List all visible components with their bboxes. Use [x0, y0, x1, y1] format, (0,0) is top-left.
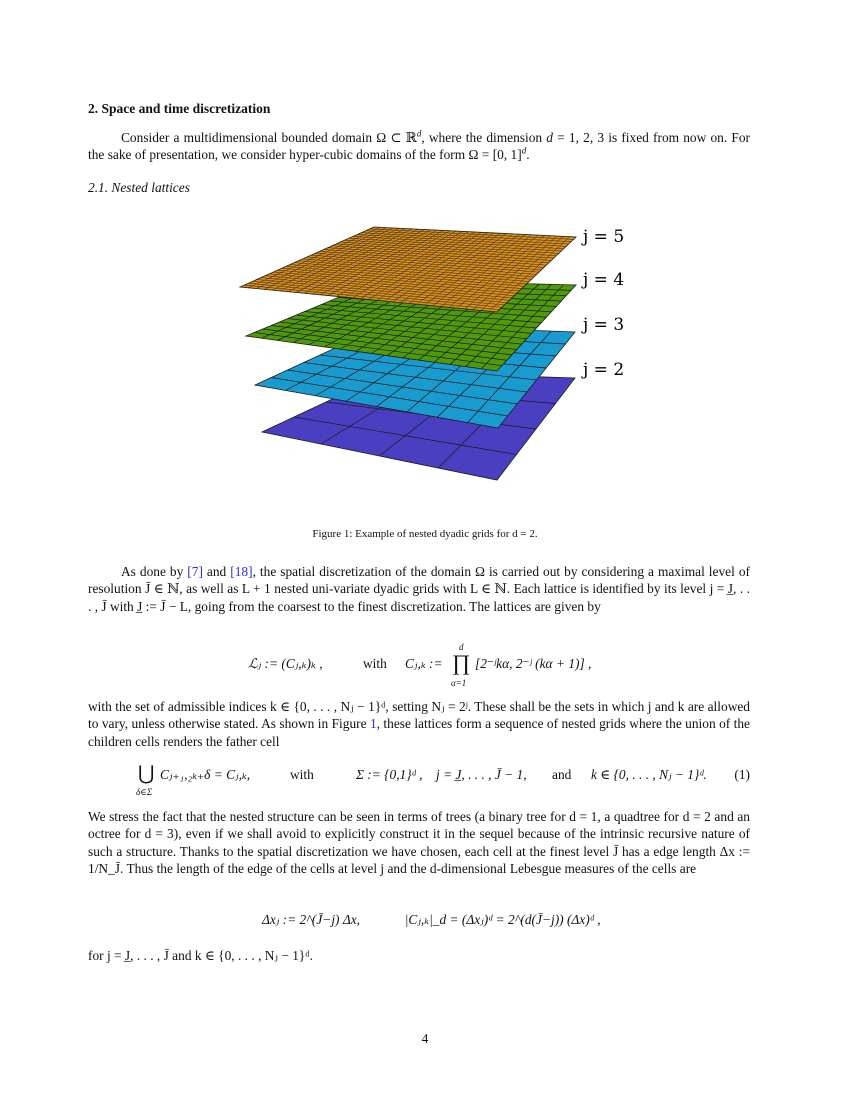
label-j4: j = 4: [583, 270, 625, 290]
equation-measure: [262, 912, 601, 928]
p3-text2: , these lattices form a sequence of nested grids where the union of the children cells renders the father cell: [88, 716, 750, 749]
eq1-jrange: j = J̲, . . . , J̄ − 1,: [436, 767, 527, 782]
paragraph-trees: [88, 808, 750, 877]
intro-sup2: d: [521, 145, 527, 156]
figure-caption: Figure 1: Example of nested dyadic grids for d = 2.: [312, 528, 538, 540]
intro-paragraph: [88, 129, 750, 164]
eq1-sigma: Σ := {0,1}ᵈ ,: [356, 767, 423, 782]
label-j3: j = 3: [583, 315, 625, 335]
eq-prod-symbol: ∏: [452, 650, 471, 675]
section-title: Space and time discretization: [101, 101, 271, 116]
citation-7-link[interactable]: [7]: [187, 564, 203, 579]
eq-measure-right: |Cⱼ,ₖ|_d = (Δxⱼ)ᵈ = 2^(d(J̄−j)) (Δx)ᵈ ,: [404, 912, 601, 927]
eq-lattice-with: with: [363, 656, 387, 671]
intro-d: d: [546, 130, 553, 145]
eq1-with: with: [290, 767, 314, 782]
p2-text-c: , the spatial discretization of the domain Ω is carried out by considering a maximal level of resolution J̄ ∈ ℕ, as well as L + 1 nested uni-variate dyadic grids with L ∈ ℕ. Each lattice is identified by its level j = J̲, . . . , J̄ with J̲ := J̄ − L, going from the coarsest to the finest discretization. The lattices are given by: [88, 564, 750, 614]
figure-1-link[interactable]: 1: [369, 716, 377, 732]
nested-grids-figure: [230, 215, 650, 495]
label-j5: j = 5: [583, 227, 625, 247]
intro-text-b: , where the dimension: [421, 130, 547, 145]
citation-18-link[interactable]: [18]: [230, 564, 253, 579]
eq-measure-left: Δxⱼ := 2^(J̄−j) Δx,: [262, 912, 360, 927]
intro-end: .: [526, 147, 530, 163]
equation-1: [138, 763, 750, 803]
equation-lattice: [248, 642, 648, 688]
p3-text: with the set of admissible indices k ∈ {0, . . . , Nⱼ − 1}ᵈ, setting Nⱼ = 2ʲ. These shall be the sets in which j and k are allowed to vary, unless otherwise stated. As shown in Figure: [88, 699, 750, 732]
label-j2: j = 2: [583, 360, 625, 380]
paragraph-range: [88, 947, 750, 964]
p5-text: for j = J̲, . . . , J̄ and k ∈ {0, . . . , Nⱼ − 1}ᵈ.: [88, 948, 313, 963]
paragraph-discretization: [88, 563, 750, 615]
eq-lattice-rhs-a: Cⱼ,ₖ :=: [405, 656, 443, 671]
nested-grids-plot: [230, 215, 650, 495]
eq1-lhs: Cⱼ₊₁,₂ₖ₊δ = Cⱼ,ₖ,: [160, 767, 251, 782]
p2-text-a: As done by: [121, 564, 188, 579]
union-symbol: ⋃: [138, 763, 155, 785]
intro-text-c: = 1, 2, 3 is fixed from now on. For the sake of presentation, we consider hyper-cubic domains of the form Ω = [0, 1]: [88, 130, 750, 163]
p4-text: We stress the fact that the nested structure can be seen in terms of trees (a binary tree for d = 1, a quadtree for d = 2 and an octree for d = 3), even if we shall avoid to explicitly construct it in the sequel because of the intrinsic recursive nature of such a structure. Thanks to the spatial discretization we have chosen, each cell at the finest level J̄ has a edge length Δx := 1/N_J̄. Thus the length of the edge of the cells at level j and the d-dimensional Lebesgue measures of the cells are: [88, 809, 750, 876]
p2-text-b: and: [202, 564, 231, 579]
subsection-title: 2.1. Nested lattices: [88, 180, 190, 195]
intro-sup: d: [416, 128, 422, 139]
eq-prod-bottom: α=1: [451, 678, 467, 688]
section-heading: [88, 101, 270, 117]
paragraph-indices: [88, 698, 750, 750]
intro-text-a: Consider a multidimensional bounded domain Ω ⊂ ℝ: [121, 130, 417, 145]
equation-number: (1): [734, 767, 750, 782]
eq-lattice-lhs: ℒⱼ := (Cⱼ,ₖ)ₖ ,: [248, 656, 323, 671]
eq1-krange: k ∈ {0, . . . , Nⱼ − 1}ᵈ.: [591, 767, 707, 782]
eq-lattice-rhs-b: [2⁻ʲkα, 2⁻ʲ (kα + 1)] ,: [475, 656, 592, 671]
section-number: 2.: [88, 101, 99, 116]
eq-prod-top: d: [459, 642, 464, 652]
page-number: 4: [421, 1031, 429, 1046]
union-subscript: δ∈Σ: [136, 787, 153, 797]
eq1-and: and: [552, 767, 572, 782]
